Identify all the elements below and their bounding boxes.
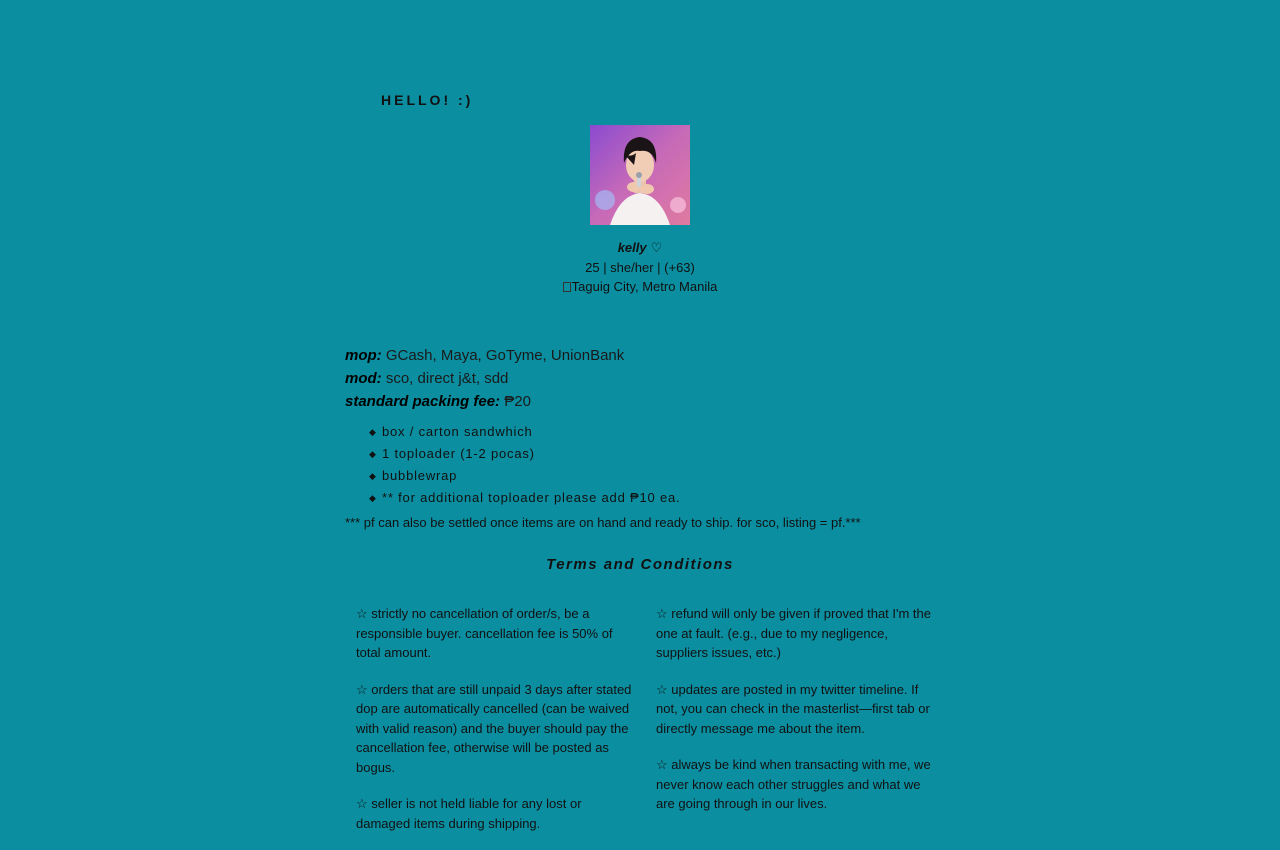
terms-column-right: [656, 604, 936, 850]
bullet-icon: ◆: [369, 493, 377, 503]
avatar: [590, 125, 690, 225]
mod-value: sco, direct j&t, sdd: [385, 370, 509, 387]
mop-line: [345, 344, 935, 367]
profile-location: [440, 279, 840, 294]
profile-name: [440, 240, 840, 256]
bullet-icon: ◆: [369, 471, 377, 481]
term-item: ☆ orders that are still unpaid 3 days after stated dop are automatically cancelled (can be waived with valid reason) and the buyer should pay the cancellation fee, otherwise will be posted as bogus.: [356, 681, 632, 775]
packing-fee-line: [345, 390, 935, 413]
packing-list: [345, 421, 935, 509]
term-item: ☆ updates are posted in my twitter timeline. If not, you can check in the masterlist—first tab or directly message me about the item.: [656, 681, 930, 736]
terms-section: [356, 604, 936, 850]
avatar-image: [590, 125, 690, 225]
terms-heading: Terms and Conditions: [546, 556, 734, 573]
bullet-icon: ◆: [369, 449, 377, 459]
heart-icon: ♡: [650, 240, 663, 255]
term-item: ☆ strictly no cancellation of order/s, be a responsible buyer. cancellation fee is 50% of total amount.: [356, 606, 613, 660]
terms-column-left: [356, 604, 636, 850]
mod-label: mod:: [345, 370, 382, 387]
packing-fee-value: ₱20: [504, 393, 531, 410]
term-item: ☆ refund will only be given if proved that I'm the one at fault. (e.g., due to my negligence, suppliers issues, etc.): [656, 606, 931, 660]
packing-fee-label: standard packing fee:: [345, 393, 501, 410]
mop-value: GCash, Maya, GoTyme, UnionBank: [385, 347, 625, 364]
packing-fee-note: *** pf can also be settled once items are on hand and ready to ship. for sco, listing = pf.***: [345, 515, 861, 530]
content: [345, 344, 935, 573]
list-item: ◆ bubblewrap: [369, 465, 935, 487]
term-item: ☆ always be kind when transacting with me, we never know each other struggles and what we are going through in our lives.: [656, 757, 931, 811]
profile-info: 25 | she/her | (+63): [585, 260, 695, 275]
location-pin-icon: [563, 282, 571, 292]
profile-location-text: Taguig City, Metro Manila: [571, 279, 718, 294]
mod-line: [345, 367, 935, 390]
profile-name-text: kelly: [617, 240, 647, 255]
list-item: ◆ 1 toploader (1-2 pocas): [369, 443, 935, 465]
list-item: ◆ ** for additional toploader please add ₱10 ea.: [369, 487, 935, 509]
mop-label: mop:: [345, 347, 382, 364]
list-item: ◆ box / carton sandwhich: [369, 421, 935, 443]
bullet-icon: ◆: [369, 427, 377, 437]
term-item: ☆ seller is not held liable for any lost or damaged items during shipping.: [356, 796, 582, 831]
greeting-heading: HELLO! :): [381, 92, 474, 108]
